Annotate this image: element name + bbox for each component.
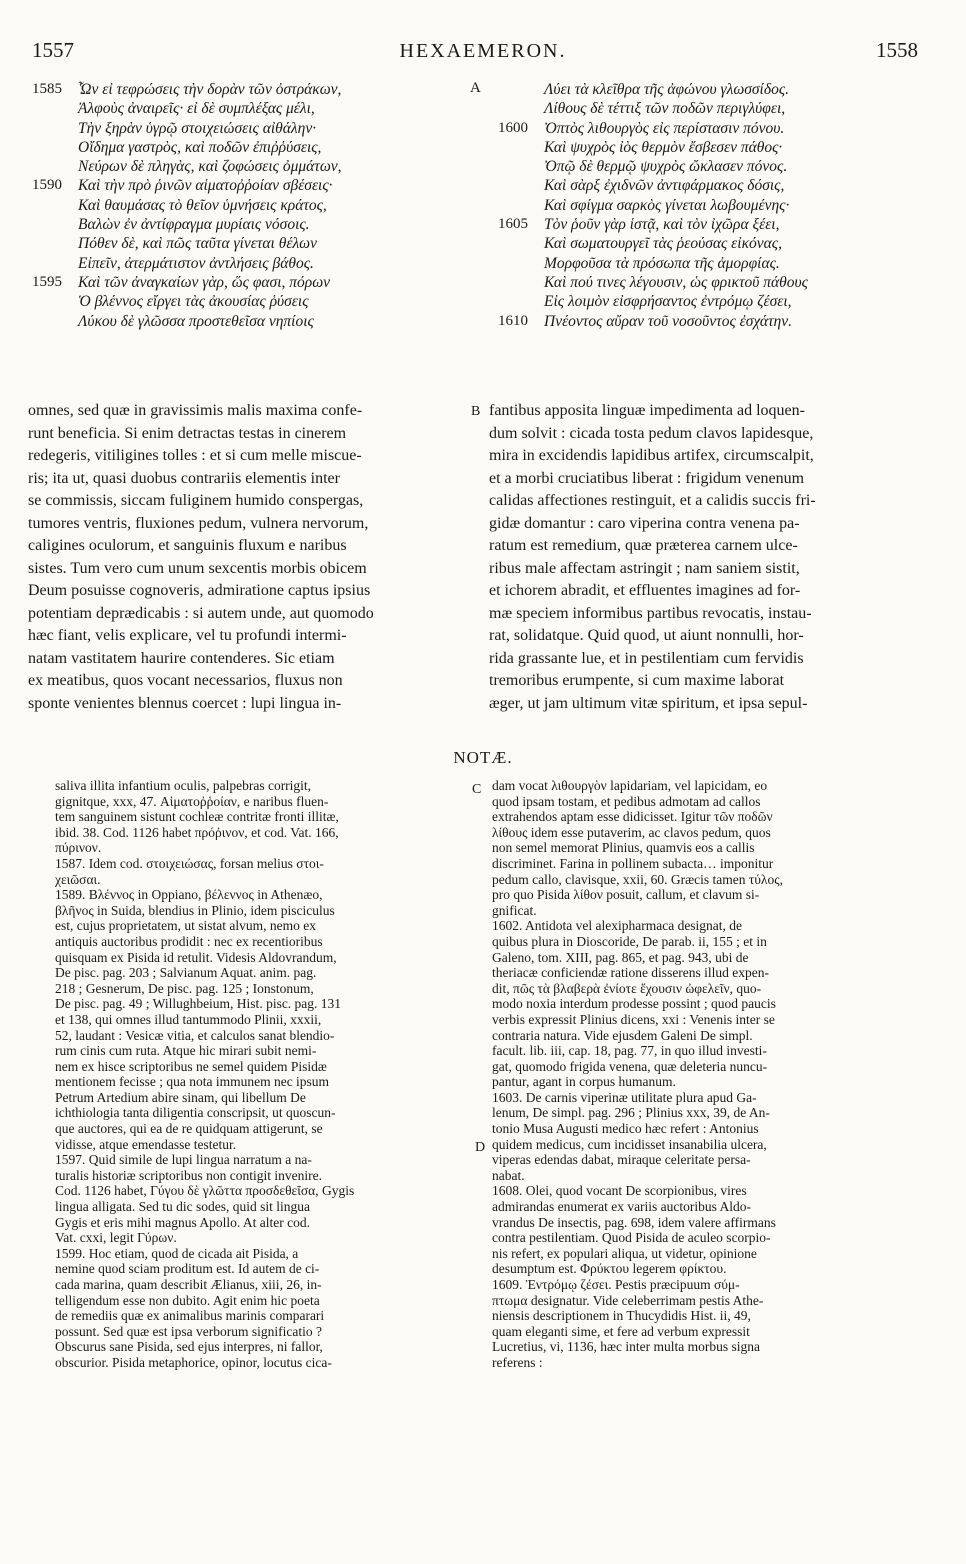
note-line: quod ipsam tostam, et pedibus admotam ad callos (492, 793, 761, 809)
note-line: 1587. Idem cod. στοιχειώσας, forsan melius στοι- (55, 855, 324, 871)
note-line: χειῶσαι. (55, 871, 101, 887)
note-line: saliva illita infantium oculis, palpebras corrigit, (55, 778, 312, 793)
latin-line: ratum est remedium, quæ præterea carnem ulce- (489, 537, 798, 554)
note-line: nemine quod sciam proditum est. Id autem de ci- (55, 1261, 320, 1277)
latin-line: potentiam deprædicabis : si autem unde, aut quomodo (28, 604, 374, 622)
note-line: obscurior. Pisida metaphorice, opinor, locutus cica- (55, 1354, 332, 1370)
note-line: gat, quomodo frigida venena, quæ deleteria nuncu- (492, 1058, 768, 1074)
note-line: admirandas enumerat ex variis auctoribus Aldo- (492, 1199, 752, 1215)
latin-line: ribus male affectam astringit ; nam saniem sistit, (489, 559, 800, 577)
verse-line (32, 176, 477, 195)
verse-line (498, 215, 928, 234)
note-line: 1603. De carnis viperinæ utilitate plura apud Ga- (492, 1089, 757, 1105)
verse-line (32, 215, 477, 234)
verse-line (498, 138, 928, 157)
note-line: 1599. Hoc etiam, quod de cicada ait Pisida, a (55, 1245, 299, 1261)
page-number-right: 1558 (876, 38, 918, 62)
note-line: facult. lib. iii, cap. 18, pag. 77, in quo illud investi- (492, 1043, 767, 1059)
verse-line (498, 254, 928, 273)
verse-text: Καὶ σὰρξ ἐχιδνῶν ἀντιφάρμακος δόσις, (544, 177, 785, 195)
note-line: Vat. cxxi, legit Γύρων. (55, 1230, 177, 1246)
verse-text: Καὶ τὴν πρὸ ῥινῶν αἱματοῤῥοίαν σβέσεις· (78, 177, 333, 195)
note-line: quisquam ex Pisida id retulit. Videsis Aldovrandum, (55, 949, 337, 965)
note-line: niensis descriptionem in Thucydidis Hist. ii, 49, (492, 1308, 751, 1324)
page-header (0, 38, 966, 68)
note-line: antiquis auctoribus prodidit : nec ex recentioribus (55, 933, 323, 949)
note-line: gignitque, xxx, 47. Αἱματοῤῥοίαν, e naribus fluen- (55, 793, 329, 809)
note-line: pantur, agant in corpus humanum. (492, 1074, 676, 1090)
note-line: et 138, qui omnes illud tantummodo Plinii, xxxii, (55, 1011, 322, 1027)
note-line: extrahendos aptam esse didicisset. Igitur τῶν ποδῶν (492, 809, 773, 825)
verse-line (498, 157, 928, 176)
note-line: gnificat. (492, 902, 537, 918)
verse-text: Εἰς λοιμὸν εἰσφρήσαντος ἐντρόμῳ ζέσει, (544, 293, 792, 311)
note-line: Galeno, tom. XIII, pag. 865, et pag. 943, ubi de (492, 949, 749, 965)
greek-verse-block (32, 80, 922, 385)
verse-text: Καὶ σφίγμα σαρκὸς γίνεται λωβουμένης· (544, 196, 790, 214)
note-line: De pisc. pag. 203 ; Salvianum Aquat. anim. pag. (55, 965, 317, 981)
verse-text: Ὧν εἰ τεφρώσεις τὴν δορὰν τῶν ὀστράκων, (78, 81, 342, 98)
verse-line (32, 292, 477, 311)
note-line: verbis expressit Plinius dicens, xxi : Venenis inter se (492, 1011, 775, 1027)
note-line: contraria natura. Vide ejusdem Galeni De simpl. (492, 1027, 753, 1043)
latin-line: redegeris, vitiligines tolles : et si cum melle miscue- (28, 447, 362, 464)
verse-line (32, 99, 477, 118)
latin-line: omnes, sed quæ in gravissimis malis maxima confe- (28, 402, 363, 419)
note-line: Gygis et eris mihi magnus Apollo. At alter cod. (55, 1214, 310, 1230)
note-line: 218 ; Gesnerum, De pisc. pag. 125 ; Ionstonum, (55, 980, 314, 996)
note-line: vidisse, atque emendasse testetur. (55, 1136, 237, 1152)
note-line: 1597. Quid simile de lupi lingua narratum a na- (55, 1152, 312, 1168)
note-line: Petrum Artedium abire sinam, qui libellum De (55, 1089, 306, 1105)
notes-block (55, 778, 925, 1538)
greek-verse-right-column (498, 80, 928, 331)
verse-text: Πόθεν δὲ, καὶ πῶς ταῦτα γίνεται θέλων (78, 235, 317, 253)
verse-line (32, 273, 477, 292)
note-line: Obscurus sane Pisida, sed ejus interpres, ni fallor, (55, 1339, 323, 1355)
latin-line: caligines oculorum, et sanguinis fluxum e naribus (28, 537, 347, 554)
verse-line (32, 138, 477, 157)
note-line: nis refert, ex populari aliqua, ut videtur, opinione (492, 1245, 757, 1261)
notae-heading: NOTÆ. (453, 748, 513, 767)
verse-text: Νεύρων δὲ πληγὰς, καὶ ζοφώσεις ὀμμάτων, (78, 158, 342, 176)
latin-right-column (489, 400, 929, 715)
latin-line: rida grassante lue, et in pestilentiam cum fervidis (489, 649, 804, 667)
notes-right-column (492, 778, 906, 1371)
latin-line: dum solvit : cicada tosta pedum clavos lapidesque, (489, 424, 814, 442)
note-line: rum cinis cum ruta. Atque hic mirari subit nemi- (55, 1043, 317, 1059)
note-line: 1602. Antidota vel alexipharmaca designat, de (492, 918, 743, 934)
note-line: dam vocat λιθουργὸν lapidariam, vel lapicidam, eo (492, 778, 768, 793)
note-line: desumptum est. Φρύκτου legerem φρίκτου. (492, 1261, 727, 1277)
note-line: 1608. Olei, quod vocant De scorpionibus, vires (492, 1183, 747, 1199)
latin-line: natam vastitatem haurire contenderes. Sic etiam (28, 649, 335, 667)
note-line: 52, laudant : Vesicæ vitia, et calculos sanat blendio- (55, 1027, 335, 1043)
verse-line (32, 80, 477, 99)
note-line: 1609. Ἐντρόμῳ ζέσει. Pestis præcipuum σύμ- (492, 1277, 740, 1292)
note-line: tonio Musa Augusti medico hæc refert : Antonius (492, 1121, 759, 1137)
verse-number: 1610 (498, 312, 528, 329)
note-line: turalis historiæ scriptoribus non contigit invenire. (55, 1167, 322, 1183)
note-line: vrandus De insectis, pag. 698, idem valere affirmans (492, 1214, 776, 1230)
note-line: discriminet. Farina in pollinem subacta… imponitur (492, 855, 774, 871)
verse-text: Βαλὼν ἐν ἀντίφραγμα μυρίαις νόσοις. (78, 216, 310, 234)
verse-text: Καὶ πού τινες λέγουσιν, ὡς φρικτοῦ πάθους (544, 273, 808, 291)
latin-line: fantibus apposita linguæ impedimenta ad loquen- (489, 402, 805, 419)
verse-line (498, 312, 928, 331)
latin-line: tremoribus erumpente, si cum maxime laborat (489, 672, 785, 689)
verse-text: Οἴδημα γαστρὸς, καὶ ποδῶν ἐπιῤῥύσεις, (78, 138, 322, 156)
verse-text: Λίθους δὲ τέττιξ τῶν ποδῶν περιγλύφει, (544, 100, 786, 118)
verse-number: 1585 (32, 81, 62, 97)
note-line: que auctores, qui ea de re quidquam attigerunt, se (55, 1121, 323, 1137)
verse-number: 1600 (498, 119, 528, 136)
verse-text: Καὶ τῶν ἀναγκαίων γὰρ, ὥς φασι, πόρων (78, 273, 331, 291)
latin-translation-block (28, 400, 932, 760)
verse-number: 1590 (32, 177, 62, 194)
note-line: de remediis quæ ex animalibus marinis comparari (55, 1308, 325, 1324)
verse-line (32, 119, 477, 138)
verse-text: Λύκου δὲ γλῶσσα προστεθεῖσα νηπίοις (78, 312, 314, 330)
note-line: Cod. 1126 habet, Γύγου δὲ γλῶττα προσδεθεῖσα, Gygis (55, 1183, 355, 1199)
latin-line: sistes. Tum vero cum unum sexcentis morbis obicem (28, 559, 367, 577)
greek-verse-left-column (32, 80, 477, 331)
note-line: viperas edendas dabat, miraque celeritate persa- (492, 1152, 751, 1168)
marginal-letter-c: C (472, 782, 482, 797)
note-line: nabat. (492, 1167, 525, 1183)
latin-line: tumores ventris, fluxiones pedum, vulnera nervorum, (28, 514, 369, 532)
note-line: 1589. Βλέννος in Oppiano, βέλεννος in Athenæo, (55, 887, 323, 903)
note-line: pedum callo, clavisque, xxii, 60. Græcis tamen τύλος, (492, 871, 783, 887)
note-line: πτωμα designatur. Vide celeberrimam pestis Athe- (492, 1292, 764, 1308)
latin-line: calidas affectiones restinguit, et a calidis succis fri- (489, 492, 816, 509)
verse-line (498, 99, 928, 118)
note-line: Lucretius, vi, 1136, hæc inter multa morbus signa (492, 1339, 760, 1355)
latin-line: Deum posuisse cognoveris, admiratione captus ipsius (28, 582, 371, 599)
latin-line: et a morbi cruciatibus liberat : frigidum venenum (489, 469, 805, 487)
verse-text: Μορφοῦσα τὰ πρόσωπα τῆς ἀμορφίας. (544, 254, 780, 272)
verse-line (498, 234, 928, 253)
verse-text: Εἰπεῖν, ἀτερμάτιστον ἀντλήσεις βάθος. (78, 254, 314, 272)
note-line: mentionem fecisse ; qua nota immunem nec ipsum (55, 1074, 330, 1090)
note-line: dit, πῶς τὰ βλαβερὰ ἐνίοτε ἔχουσιν ὠφελεῖν, quo- (492, 980, 762, 996)
note-line: lingua alligata. Sed tu dic sodes, quid sit lingua (55, 1199, 310, 1215)
note-line: ichthiologia tanta diligentia conscripsit, ut quoscun- (55, 1105, 336, 1121)
note-line: quidem medicus, cum incidisset insanabilia ulcera, (492, 1136, 767, 1152)
verse-text: Ἀλφοὺς ἀναιρεῖς· εἰ δὲ συμπλέξας μέλι, (78, 100, 315, 118)
latin-line: et ichorem abradit, et effluentes imagines ad for- (489, 582, 801, 599)
verse-line (32, 254, 477, 273)
verse-line (32, 312, 477, 331)
verse-text: Καὶ θαυμάσας τὸ θεῖον ὑμνήσεις κράτος, (78, 196, 327, 214)
verse-line (498, 196, 928, 215)
note-line: possunt. Sed quæ est ipsa verborum significatio ? (55, 1323, 322, 1339)
note-line: quam eleganti sime, et fere ad verbum expressit (492, 1323, 750, 1339)
verse-text: Ὀπτὸς λιθουργὸς εἰς περίστασιν πόνου. (544, 119, 785, 137)
verse-text: Λύει τὰ κλεῖθρα τῆς ἀφώνου γλωσσίδος. (544, 81, 789, 98)
latin-line: ex meatibus, quos vocant necessarios, fluxus non (28, 672, 343, 689)
verse-line (498, 273, 928, 292)
verse-number: 1595 (32, 273, 62, 290)
latin-line: hæc fiant, velis explicare, vel tu profundi intermi- (28, 627, 347, 644)
verse-line (498, 292, 928, 311)
verse-text: Τὴν ξηρὰν ὑγρῷ στοιχειώσεις αἰθάλην· (78, 119, 317, 137)
latin-line: æger, ut jam ultimum vitæ spiritum, et ipsa sepul- (489, 694, 808, 712)
verse-number: 1605 (498, 216, 528, 233)
note-line: quibus plura in Dioscoride, De parab. ii, 155 ; et in (492, 933, 767, 949)
marginal-letter-b: B (471, 404, 481, 419)
verse-text: Τὸν ῥοῦν γὰρ ἱστᾷ, καὶ τὸν ἰχῶρα ξέει, (544, 216, 780, 234)
latin-line: ris; ita ut, quasi duobus contrariis elementis inter (28, 469, 340, 487)
latin-line: rat, solidatque. Quid quod, ut aiunt nonnulli, hor- (489, 627, 804, 644)
marginal-letter-d: D (475, 1140, 486, 1155)
latin-line: mira in excidendis lapidibus artifex, circumscalpit, (489, 447, 814, 464)
note-line: βλῆνος in Suida, blendius in Plinio, idem pisciculus (55, 902, 335, 918)
note-line: modo noxia interdum prodesse possint ; quod paucis (492, 996, 776, 1012)
note-line: nem ex hisce scriptoribus ne semel quidem Pisidæ (55, 1058, 327, 1074)
latin-line: gidæ domantur : caro viperina contra venena pa- (489, 514, 800, 532)
verse-text: Ὁ βλέννος εἴργει τὰς ἀκουσίας ῥύσεις (78, 293, 309, 311)
note-line: λίθους idem esse putaverim, ac clavos pedum, quos (492, 824, 771, 840)
page-number-left: 1557 (32, 38, 74, 62)
note-line: est, cujus proprietatem, ut sistat alvum, nemo ex (55, 918, 316, 934)
verse-text: Πνέοντος αὔραν τοῦ νοσοῦντος ἐσχάτην. (544, 312, 792, 330)
latin-line: sponte venientes blennus coercet : lupi lingua in- (28, 694, 342, 712)
note-line: cada marina, quam describit Ælianus, xiii, 26, in- (55, 1277, 322, 1292)
marginal-letter-a: A (470, 80, 481, 96)
verse-line (32, 196, 477, 215)
latin-line: runt beneficia. Si enim detractas testas in cinerem (28, 424, 347, 442)
verse-line (32, 234, 477, 253)
note-line: ibid. 38. Cod. 1126 habet πρόῤινον, et cod. Vat. 166, (55, 824, 339, 840)
verse-line (498, 176, 928, 195)
note-line: theriacæ conficiendæ ratione disserens illud expen- (492, 965, 770, 981)
note-line: pro quo Pisida λίθον posuit, callum, et clavum si- (492, 887, 760, 903)
note-line: πύρινον. (55, 840, 102, 856)
latin-left-column (28, 400, 468, 715)
note-line: referens : (492, 1354, 543, 1370)
note-line: non semel memorat Plinius, quamvis eos a callis (492, 840, 755, 856)
verse-text: Καὶ σωματουργεῖ τὰς ῥεούσας εἰκόνας, (544, 235, 782, 253)
latin-line: se commissis, siccam fuliginem humido conspergas, (28, 492, 364, 509)
verse-text: Ὀπῷ δὲ θερμῷ ψυχρὸς ὤκλασεν πόνος. (544, 158, 788, 176)
verse-line (498, 80, 928, 99)
note-line: tem sanguinem sistunt cochleæ contritæ fronti illitæ, (55, 809, 339, 825)
verse-line (32, 157, 477, 176)
note-line: lenum, De simpl. pag. 296 ; Plinius xxx, 39, de An- (492, 1105, 770, 1121)
note-line: telligendum esse non dubito. Agit enim hic poeta (55, 1292, 320, 1308)
verse-line (498, 119, 928, 138)
running-title: ΗΕΧΑΕΜΕRΟΝ. (399, 40, 567, 62)
verse-text: Καὶ ψυχρὸς ἰὸς θερμὸν ἔσβεσεν πάθος· (544, 138, 783, 156)
latin-line: mæ speciem informibus partibus revocatis, instau- (489, 604, 812, 622)
notes-left-column (55, 778, 465, 1371)
note-line: De pisc. pag. 49 ; Willughbeium, Hist. pisc. pag. 131 (55, 996, 342, 1012)
note-line: contra pestilentiam. Quod Pisida de aculeo scorpio- (492, 1230, 771, 1246)
